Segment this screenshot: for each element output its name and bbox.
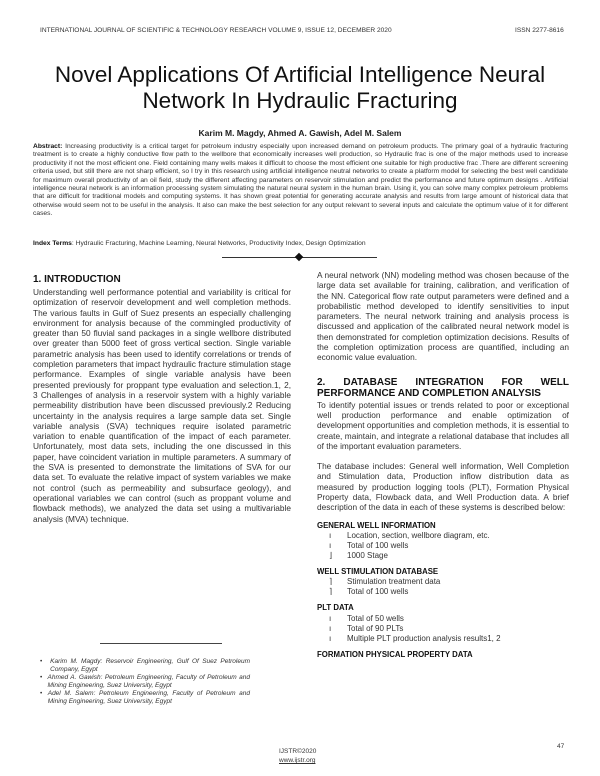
footnotes (38, 658, 250, 706)
footnote-rule (100, 643, 222, 644)
issn: ISSN 2277-8616 (515, 27, 564, 34)
right-column (317, 270, 569, 660)
bullet: • (40, 674, 43, 681)
authors: Karim M. Magdy, Ahmed A. Gawish, Adel M. Salem (198, 128, 402, 138)
list-item-text: Total of 50 wells (347, 613, 404, 623)
list-item (317, 541, 569, 551)
list-item (317, 587, 569, 597)
nn-paragraph: A neural network (NN) modeling method was chosen because of the large data set available for training, calibration, and verification of the NN. Categorical flow rate output parameters were defined and a probabilistic method developed to identify sensitivities to input parameters. The neural network training and analysis process is discussed and application of the calibrated neural network model is then demonstrated for completion optimization decisions. Results of the completion optimization process are quantified, including an economic value evaluation. (317, 270, 569, 363)
list-item (317, 634, 569, 644)
bullet-icon: ı (329, 530, 332, 540)
list-item (317, 624, 569, 634)
bullet: • (40, 690, 43, 697)
left-column (33, 274, 291, 524)
intro-text: Understanding well performance potential and variability is critical for optimization of reservoir development and well completion methods. The various faults in Gulf of Suez presents an especially challenging environment for analysis because of the commingled productivity of greater than 50 fluvial sand packages in a single wellbore distributed over greater than 5000 feet of gross vertical section. Single variable parametric analysis has been used to identify correlations or trends of completion parameters that impact hydraulic fracture stimulation stage performance. Examples of single variable analysis have been presented previously for proppant type evaluation and selection.1, 2, 3 Challenges of analysis in a reservoir system with a highly variable permeability distribution have been discussed previously.2 Reducing uncertainty in the analysis requires a large sample data set. Single variable analysis (SVA) techniques require isolated parametric variation to enable quantification of the impact of each parameter. Unfortunately, most data sets, including the one discussed in this paper, have coincident variation in multiple parameters. A summary of the SVA is presented to demonstrate the limitations of SVA for our data set. To evaluate the relative impact of system variables we make not control (such as permeability and subsurface geology), and operational variables we can control (such as proppant volume and flowback methods), we analyzed the data set using a multivariable analysis (MVA) technique. (33, 287, 291, 524)
footnote (38, 674, 250, 690)
paper-title (0, 62, 600, 114)
footnote (38, 690, 250, 706)
title-line-1: Novel Applications Of Artificial Intelligence Neural (54, 62, 546, 87)
journal-header: INTERNATIONAL JOURNAL OF SCIENTIFIC & TECHNOLOGY RESEARCH VOLUME 9, ISSUE 12, DECEMBER 2020 (40, 27, 392, 34)
list-item-text: Location, section, wellbore diagram, etc. (347, 530, 490, 540)
index-terms-text: : Hydraulic Fracturing, Machine Learning, Neural Networks, Productivity Index, Design Optimization (71, 240, 366, 247)
bullet: • (40, 658, 43, 665)
bullet-icon: ı (329, 633, 332, 643)
list-item-text: Multiple PLT production analysis results1, 2 (347, 633, 501, 643)
list-item-text: Total of 90 PLTs (347, 623, 404, 633)
bullet-icon: ı (329, 613, 332, 623)
list-heading: WELL STIMULATION DATABASE (317, 566, 439, 576)
database-lists (317, 521, 569, 660)
section2-para2: The database includes: General well information, Well Completion and Stimulation data, Production inflow distribution data as measured by production logging tools (PLT), Formation Physical Property data, Flowback data, and Well Production data. A brief description of the data in each of these systems is described below: (317, 461, 569, 513)
footer-url-link[interactable]: www.ijstr.org (279, 757, 316, 764)
index-terms-label: Index Terms (33, 240, 72, 247)
list-item (317, 577, 569, 587)
separator-diamond-icon (295, 253, 303, 261)
section2-para1: To identify potential issues or trends related to poor or exceptional well production performance and enable optimization of development opportunities and completion methods, it is essential to create, maintain, and integrate a relational database that includes all of the important evaluation parameters. (317, 399, 569, 451)
bullet-icon: ı (329, 540, 332, 550)
list-item (317, 614, 569, 624)
footnote-text: Ahmed A. Gawish: Petroleum Engineering, Faculty of Petroleum and Mining Engineering, Suez University, Egypt (47, 674, 250, 689)
list-heading: FORMATION PHYSICAL PROPERTY DATA (317, 649, 473, 659)
list-item-text: 1000 Stage (347, 550, 388, 560)
abstract-label: Abstract: (33, 143, 63, 150)
list-heading: GENERAL WELL INFORMATION (317, 520, 436, 530)
footer-code: IJSTR©2020 (279, 748, 317, 755)
footnote-text: Karim M. Magdy: Reservoir Engineering, Gulf Of Suez Petroleum Company, Egypt (50, 658, 250, 673)
bullet-icon: ⌉ (329, 577, 333, 587)
title-line-2: Network In Hydraulic Fracturing (142, 88, 458, 113)
intro-heading: 1. INTRODUCTION (33, 274, 121, 285)
index-terms (33, 240, 568, 247)
abstract-text: Increasing productivity is a critical target for petroleum industry especially upon increased demand on petroleum products. The primary goal of a hydraulic fracturing treatment is to create a highly conductive flow path to the wellbore that economically increases well production, so Hydraulic frac is one of the major methods used to increase productivity if not the most efficient one. Field containing many wells makes it difficult to choose the most efficient one suitable for high productive frac .There are different screening criteria used, but still there are not sharp efficient, so I try in this research using artificial intelligence neutral networks to create a platform model for selecting the best well candidate for maximum overall productivity of an oil field, study the different affecting parameters on reservoir stimulation and predict the performance and future optimum designs . Artificial intelligence neural network is an information processing system simulating the natural neural system in the human brain. Using it, you can solve many complex petroleum problems that are difficult for traditional models and computing systems. It has shown great potential for generating accurate analysis and results from large amount of historical data that otherwise would seem not to be useful in the analysis. It also can make the best selection for any output relevant to several inputs and calculate the optimum value of it for different cases. (33, 143, 568, 218)
list-heading: PLT DATA (317, 603, 354, 613)
abstract (33, 143, 568, 219)
footnote (38, 658, 250, 674)
bullet-icon: ı (329, 623, 332, 633)
list-item (317, 531, 569, 541)
list-item (317, 551, 569, 561)
footnote-text: Adel M. Salem: Petroleum Engineering, Faculty of Petroleum and Mining Engineering, Suez University, Egypt (47, 690, 250, 705)
bullet-icon: ⌋ (329, 550, 333, 560)
list-item-text: Stimulation treatment data (347, 577, 441, 587)
page-number: 47 (557, 743, 565, 750)
list-item-text: Total of 100 wells (347, 587, 409, 597)
list-item-text: Total of 100 wells (347, 540, 409, 550)
section2-heading: 2. DATABASE INTEGRATION FOR WELL PERFORMANCE AND COMPLETION ANALYSIS (317, 376, 569, 399)
bullet-icon: ⌉ (329, 587, 333, 597)
